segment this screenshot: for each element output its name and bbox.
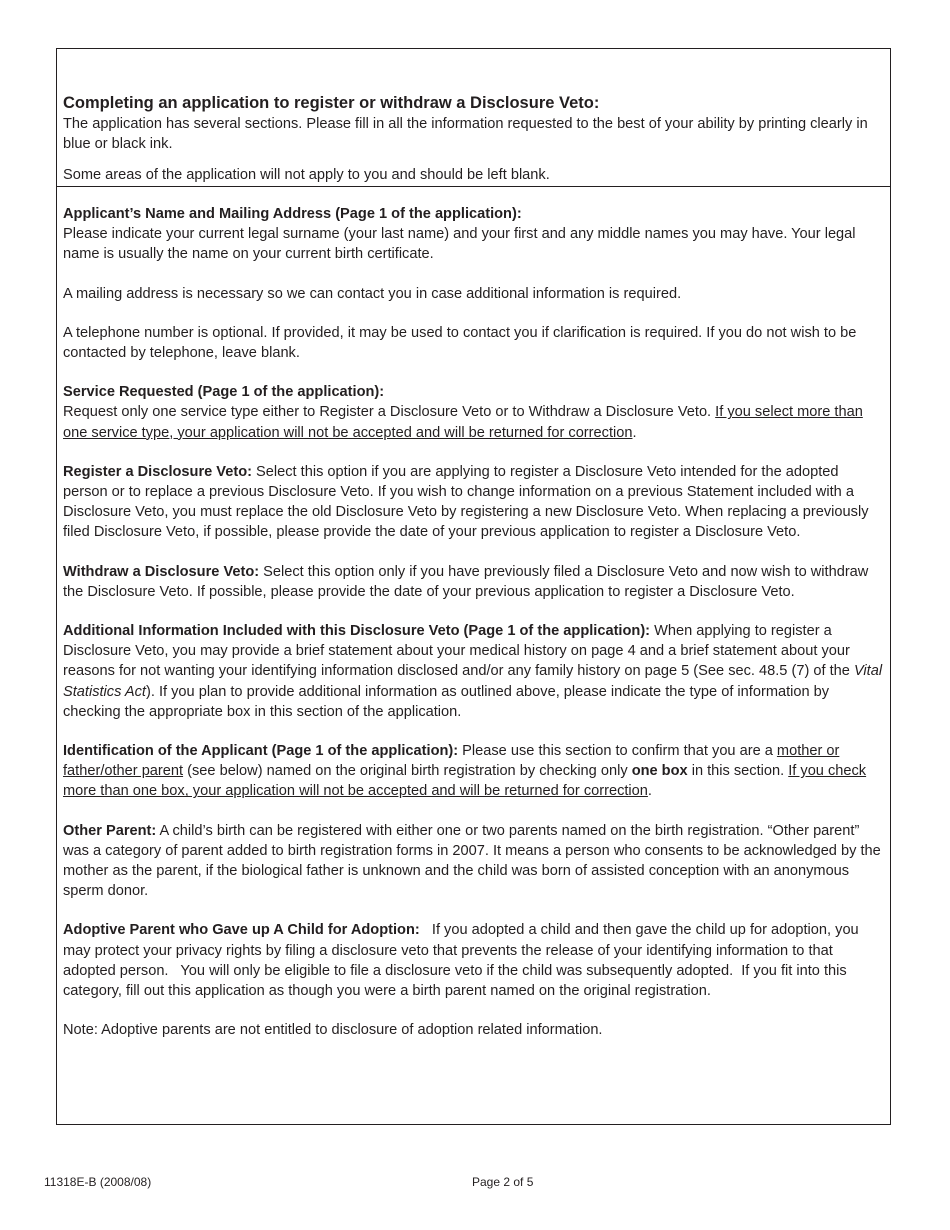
adoptive-note: Note: Adoptive parents are not entitled to disclosure of adoption related information. xyxy=(63,1022,603,1039)
additional-info-paragraph: Additional Information Included with this Disclosure Veto (Page 1 of the application): When applying to register a Disclosure Veto, you may provide a brief statement about your medical history on page 4 and a brief statement about your reasons for not wanting your identifying information disclosed and/or any family history on page 5 (See sec. 48.5 (7) of the Vital Statistics Act). If you plan to provide additional information as outlined above, please indicate the type of information by checking the appropriate box in this section of the application. xyxy=(63,623,883,720)
identification-label: Identification of the Applicant (Page 1 of the application): xyxy=(63,743,459,760)
applicant-heading: Applicant’s Name and Mailing Address (Page 1 of the application): xyxy=(63,206,522,222)
adoptive-parent-paragraph: Adoptive Parent who Gave up A Child for Adoption: If you adopted a child and then gave the child up for adoption, you may protect your privacy rights by filing a disclosure veto that prevents the release of your identifying information to that adopted person. You will only be eligible to file a disclosure veto if the child was subsequently adopted. If you fit into this category, fill out this application as though you were a birth parent named on the original registration. xyxy=(63,922,863,1000)
document-frame xyxy=(56,48,891,1125)
applicant-name-paragraph: Please indicate your current legal surname (your last name) and your first and any middle names you may have. Your legal name is usually the name on your current birth certificate. xyxy=(63,226,856,263)
telephone-paragraph: A telephone number is optional. If provided, it may be used to contact you if clarification is required. If you do not wish to be contacted by telephone, leave blank. xyxy=(63,324,857,362)
form-id: 11318E-B (2008/08) xyxy=(44,1175,152,1189)
instructions-section xyxy=(63,204,886,1041)
withdraw-paragraph: Withdraw a Disclosure Veto: Select this option only if you have previously filed a Disclosure Veto and now wish to withdraw the Disclosure Veto. If possible, please provide the date of your previous application to register a Disclosure Veto. xyxy=(63,563,869,600)
identification-paragraph: Identification of the Applicant (Page 1 of the application): Please use this section to confirm that you are a mother or father/other parent (see below) named on the original birth registration by checking only one box in this section. If you check more than one box, your application will not be accepted and will be returned for correction. xyxy=(63,743,867,800)
other-parent-paragraph: Other Parent: A child’s birth can be registered with either one or two parents named on the birth registration. “Other parent” was a category of parent added to birth registration forms in 2007. It means a person who consents to be acknowledged by the mother as the parent, if the biological father is unknown and the child was born of assisted conception with an anonymous sperm donor. xyxy=(63,822,881,900)
adoptive-parent-label: Adoptive Parent who Gave up A Child for Adoption: xyxy=(63,922,420,939)
withdraw-label: Withdraw a Disclosure Veto: xyxy=(63,563,260,580)
register-paragraph: Register a Disclosure Veto: Select this option if you are applying to register a Disclosure Veto intended for the adopted person or to replace a previous Disclosure Veto. If you wish to change information on a previous Statement included with a Disclosure Veto, you must replace the old Disclosure Veto by registering a new Disclosure Veto. When replacing a previously filed Disclosure Veto, if possible, please provide the date of your previous application to register a Disclosure Veto. xyxy=(63,463,869,541)
page-number: Page 2 of 5 xyxy=(472,1175,534,1189)
service-heading: Service Requested (Page 1 of the application): xyxy=(63,384,385,401)
intro-paragraph: The application has several sections. Please fill in all the information requested to the best of your ability by printing clearly in blue or black ink. xyxy=(63,116,868,153)
intro-heading: Completing an application to register or withdraw a Disclosure Veto: xyxy=(63,94,600,112)
section-divider xyxy=(57,186,890,187)
register-label: Register a Disclosure Veto: xyxy=(63,463,252,480)
intro-section xyxy=(63,93,883,186)
intro-note: Some areas of the application will not apply to you and should be left blank. xyxy=(63,167,550,184)
service-paragraph: Request only one service type either to Register a Disclosure Veto or to Withdraw a Disclosure Veto. If you select more than one service type, your application will not be accepted and will be returned for correction. xyxy=(63,404,863,441)
mailing-address-paragraph: A mailing address is necessary so we can contact you in case additional information is required. xyxy=(63,285,682,302)
other-parent-label: Other Parent: xyxy=(63,822,157,839)
additional-info-label: Additional Information Included with this Disclosure Veto (Page 1 of the application): xyxy=(63,623,651,640)
